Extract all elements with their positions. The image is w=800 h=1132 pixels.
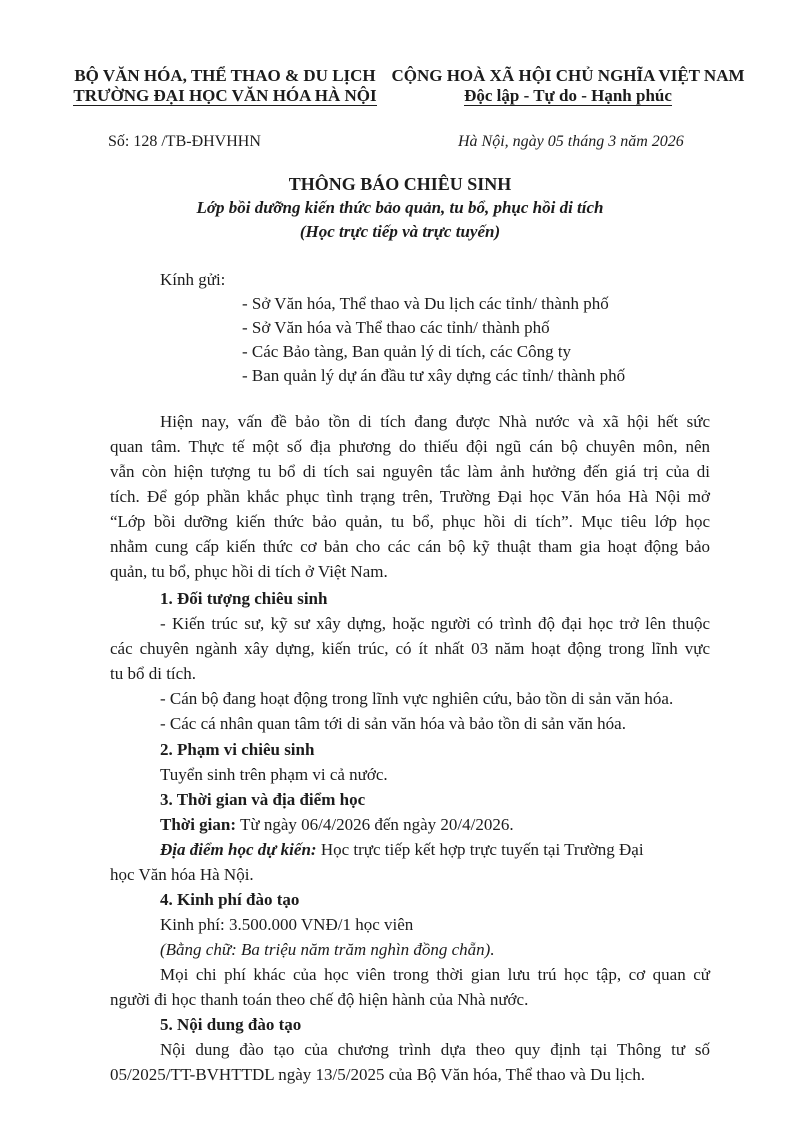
document-subtitle: Lớp bồi dưỡng kiến thức bảo quản, tu bổ, phục hồi di tích [196, 198, 604, 217]
fee-in-words: (Bằng chữ: Ba triệu năm trăm nghìn đồng chẵn). [160, 940, 495, 959]
time-value: Từ ngày 06/4/2026 đến ngày 20/4/2026. [236, 815, 514, 834]
section-1-line: các chuyên ngành xây dựng, kiến trúc, có ít nhất 03 năm hoạt động trong lĩnh vực [110, 639, 710, 658]
fee-amount: Kinh phí: 3.500.000 VNĐ/1 học viên [160, 915, 414, 934]
ministry-name: BỘ VĂN HÓA, THỂ THAO & DU LỊCH [74, 66, 376, 85]
intro-line: tích. Để góp phần khắc phục tình trạng trên, Trường Đại học Văn hóa Hà Nội mở [110, 487, 710, 506]
issuer-block [60, 66, 390, 106]
country-name: CỘNG HOÀ XÃ HỘI CHỦ NGHĨA VIỆT NAM [391, 66, 745, 85]
motto: Độc lập - Tự do - Hạnh phúc [464, 86, 672, 105]
section-4-title: 4. Kinh phí đào tạo [160, 890, 300, 909]
recipient-item: - Ban quản lý dự án đầu tư xây dựng các tỉnh/ thành phố [242, 366, 626, 385]
document-title: THÔNG BÁO CHIÊU SINH [288, 174, 512, 194]
intro-line: nhằm cung cấp kiến thức cơ bản cho các cán bộ kỹ thuật tham gia hoạt động bảo [110, 537, 710, 556]
recipients-label: Kính gửi: [160, 270, 226, 289]
other-costs-line: Mọi chi phí khác của học viên trong thời gian lưu trú học tập, cơ quan cử [160, 965, 710, 984]
section-2-title: 2. Phạm vi chiêu sinh [160, 740, 315, 759]
section-1-bullet: - Cán bộ đang hoạt động trong lĩnh vực nghiên cứu, bảo tồn di sản văn hóa. [160, 689, 674, 708]
document-subtitle-mode: (Học trực tiếp và trực tuyến) [299, 222, 501, 241]
intro-line: Hiện nay, vấn đề bảo tồn di tích đang được Nhà nước và xã hội hết sức [160, 412, 710, 431]
section-3-time [160, 812, 710, 837]
place-value: Học trực tiếp kết hợp trực tuyến tại Trường Đại [316, 840, 644, 859]
time-label: Thời gian: [160, 815, 237, 834]
document-number: Số: 128 /TB-ĐHVHHN [108, 133, 261, 150]
section-5-title: 5. Nội dung đào tạo [160, 1015, 302, 1034]
date-line: Hà Nội, ngày 05 tháng 3 năm 2026 [458, 133, 684, 150]
recipient-item: - Sở Văn hóa và Thể thao các tỉnh/ thành phố [242, 318, 550, 337]
other-costs-line: người đi học thanh toán theo chế độ hiện hành của Nhà nước. [110, 990, 529, 1009]
section-1-title: 1. Đối tượng chiêu sinh [160, 589, 328, 608]
section-1-bullet: - Các cá nhân quan tâm tới di sản văn hóa và bảo tồn di sản văn hóa. [160, 714, 626, 733]
place-label: Địa điểm học dự kiến: [160, 840, 317, 859]
intro-line: “Lớp bồi dưỡng kiến thức bảo quản, tu bổ, phục hồi di tích”. Mục tiêu lớp học [110, 512, 710, 531]
section-3-place-cont: học Văn hóa Hà Nội. [110, 865, 254, 884]
section-5-line: 05/2025/TT-BVHTTDL ngày 13/5/2025 của Bộ Văn hóa, Thể thao và Du lịch. [110, 1065, 645, 1084]
section-3-place [160, 837, 710, 862]
national-motto-block [378, 66, 758, 106]
section-2-text: Tuyển sinh trên phạm vi cả nước. [160, 765, 388, 784]
section-5-line: Nội dung đào tạo của chương trình dựa theo quy định tại Thông tư số [160, 1040, 710, 1059]
section-1-line: - Kiến trúc sư, kỹ sư xây dựng, hoặc người có trình độ đại học trở lên thuộc [160, 614, 710, 633]
recipient-item: - Sở Văn hóa, Thể thao và Du lịch các tỉnh/ thành phố [242, 294, 609, 313]
university-name: TRƯỜNG ĐẠI HỌC VĂN HÓA HÀ NỘI [73, 86, 377, 105]
intro-line: quan tâm. Thực tế một số địa phương do thiếu đội ngũ cán bộ chuyên môn, nên [110, 437, 710, 456]
section-3-title: 3. Thời gian và địa điểm học [160, 790, 366, 809]
intro-line: quản, tu bổ, phục hồi di tích ở Việt Nam. [110, 562, 388, 581]
intro-line: vẫn còn hiện tượng tu bổ di tích sai nguyên tắc làm ảnh hưởng đến giá trị của di [110, 462, 710, 481]
section-1-line: tu bổ di tích. [110, 664, 196, 683]
recipient-item: - Các Bảo tàng, Ban quản lý di tích, các Công ty [242, 342, 572, 361]
